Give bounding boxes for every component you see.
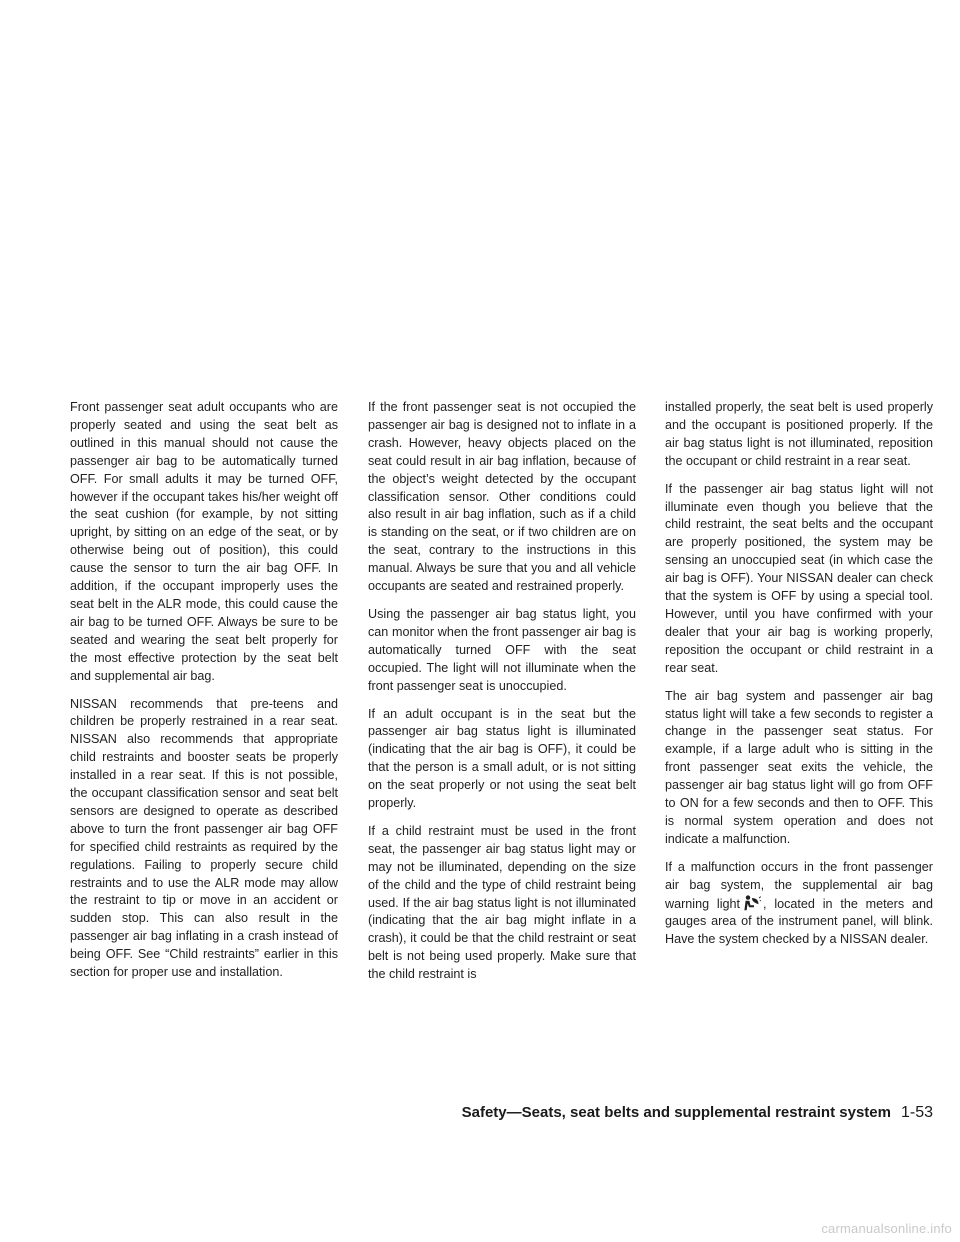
text-column-3: [665, 399, 933, 959]
page-footer: [0, 1104, 933, 1122]
text-column-2: [368, 399, 636, 994]
section-title: Safety—Seats, seat belts and supplemental restraint system: [461, 1104, 891, 1121]
paragraph-text: If a malfunction occurs in the front passenger air bag system, the supplemental air bag warning light: [665, 859, 933, 911]
paragraph: Front passenger seat adult occupants who are properly seated and using the seat belt as outlined in this manual should not cause the passenger air bag to be automatically turned OFF. For small adults it may be turned OFF, however if the occupant takes his/her weight off the seat cushion (for example, by not sitting upright, by sitting on an edge of the seat, or by otherwise being out of position), this could cause the sensor to turn the air bag OFF. In addition, if the occupant improperly uses the seat belt in the ALR mode, this could cause the air bag to be turned OFF. Always be sure to be seated and wearing the seat belt properly for the most effective protection by the seat belt and supplemental air bag.: [70, 400, 338, 683]
paragraph: If an adult occupant is in the seat but the passenger air bag status light is illuminated (indicating that the air bag is OFF), it could be that the person is a small adult, or is not sitting on the seat properly or not using the seat belt properly.: [368, 706, 636, 811]
text-column-1: [70, 399, 338, 992]
paragraph-with-icon: [665, 859, 933, 950]
paragraph-text: , located in the meters and gauges area of the instrument panel, will blink. Have the system checked by a NISSAN dealer.: [665, 896, 933, 947]
paragraph: If the front passenger seat is not occupied the passenger air bag is designed not to inflate in a crash. However, heavy objects placed on the seat could result in air bag inflation, because of the object’s weight detected by the occupant classification sensor. Other conditions could also result in air bag inflation, such as if a child is standing on the seat, or if two children are on the seat, contrary to the instructions in this manual. Always be sure that you and all vehicle occupants are seated and restrained properly.: [368, 400, 636, 594]
paragraph: If a child restraint must be used in the front seat, the passenger air bag status light may or may not be illuminated, depending on the size of the child and the type of child restraint being used. If the air bag status light is not illuminated (indicating that the air bag might inflate in a crash), it could be that the child restraint or seat belt is not being used properly. Make sure that the child restraint is: [368, 823, 636, 982]
page-number: 1-53: [900, 1104, 933, 1121]
watermark: carmanualsonline.info: [821, 1221, 952, 1236]
paragraph: If the passenger air bag status light will not illuminate even though you believe that the child restraint, the seat belts and the occupant are properly positioned, the system may be sensing an unoccupied seat (in which case the air bag is OFF). Your NISSAN dealer can check that the system is OFF by using a special tool. However, until you have confirmed with your dealer that your air bag is working properly, reposition the occupant or child restraint in a rear seat.: [665, 481, 933, 675]
paragraph: installed properly, the seat belt is used properly and the occupant is positioned properly. If the air bag status light is not illuminated, reposition the occupant or child restraint in a rear seat.: [665, 400, 933, 468]
airbag-warning-icon: [743, 895, 761, 911]
paragraph: NISSAN recommends that pre-teens and children be properly restrained in a rear seat. NISSAN also recommends that appropriate child restraints and booster seats be properly installed in a rear seat. If this is not possible, the occupant classification sensor and seat belt sensors are designed to operate as described above to turn the front passenger air bag OFF for specified child restraints as required by the regulations. Failing to properly secure child restraints and to use the ALR mode may allow the restraint to tip or move in an accident or sudden stop. This can also result in the passenger air bag inflating in a crash instead of being OFF. See “Child restraints” earlier in this section for proper use and installation.: [70, 696, 338, 980]
paragraph: The air bag system and passenger air bag status light will take a few seconds to register a change in the passenger seat status. For example, if a large adult who is sitting in the front passenger seat exits the vehicle, the passenger air bag status light will go from OFF to ON for a few seconds and then to OFF. This is normal system operation and does not indicate a malfunction.: [665, 688, 933, 846]
paragraph: Using the passenger air bag status light, you can monitor when the front passenger air bag is automatically turned OFF with the seat occupied. The light will not illuminate when the front passenger seat is unoccupied.: [368, 606, 636, 693]
